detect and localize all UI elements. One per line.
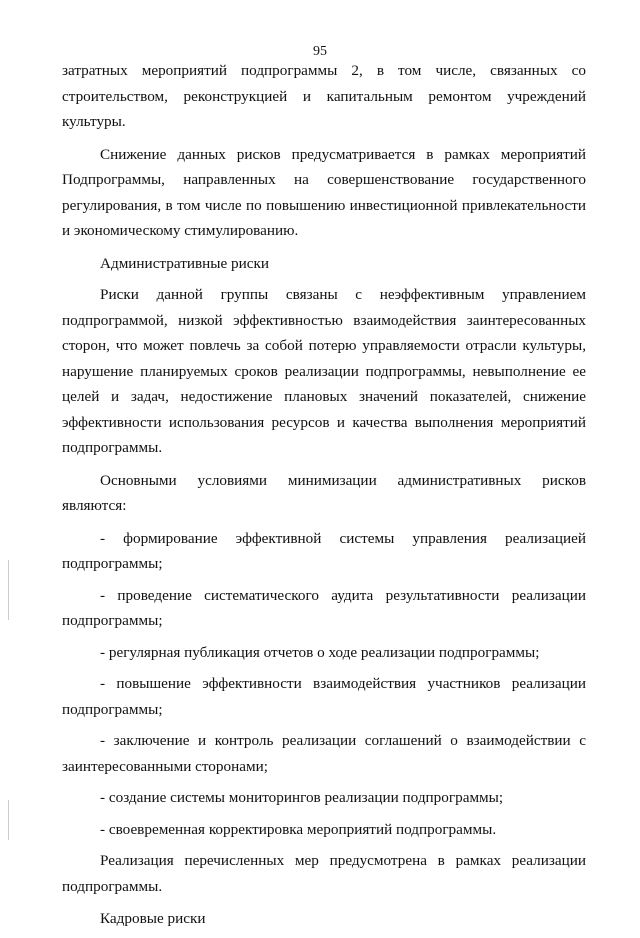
list-item: - проведение систематического аудита результативности реализации подпрограммы; [62,586,586,629]
list-item: - формирование эффективной системы управления реализацией подпрограммы; [62,529,586,572]
document-body [62,58,586,938]
list-item: - своевременная корректировка мероприятий подпрограммы. [100,820,497,838]
paragraph: Риски данной группы связаны с неэффективным управлением подпрограммой, низкой эффективностью взаимодействия заинтересованных сторон, что может повлечь за собой потерю управляемости отрасли культуры, нарушение планируемых сроков реализации подпрограммы, невыполнение ее целей и задач, недостижение плановых значений показателей, снижение эффективности использования ресурсов и качества выполнения мероприятий подпрограммы. [62,286,586,456]
section-heading: Кадровые риски [100,910,206,927]
paragraph: затратных мероприятий подпрограммы 2, в том числе, связанных со строительством, реконструкцией и капитальным ремонтом учреждений культуры. [62,62,586,130]
list-item: - создание системы мониторингов реализации подпрограммы; [100,789,504,806]
list-item: - регулярная публикация отчетов о ходе реализации подпрограммы; [100,643,540,661]
scan-artifact [8,560,9,620]
page-number: 95 [313,44,327,59]
paragraph: Основными условиями минимизации административных рисков являются: [62,471,586,514]
list-item: - заключение и контроль реализации соглашений о взаимодействии с заинтересованными сторонами; [62,732,586,775]
paragraph: Реализация перечисленных мер предусмотрена в рамках реализации подпрограммы. [62,852,586,895]
scan-artifact [8,800,9,840]
list-item: - повышение эффективности взаимодействия участников реализации подпрограммы; [62,675,586,718]
section-heading: Административные риски [100,254,269,272]
paragraph: Снижение данных рисков предусматривается в рамках мероприятий Подпрограммы, направленных на совершенствование государственного регулирования, в том числе по повышению инвестиционной привлекательности и экономическому стимулированию. [62,145,586,239]
